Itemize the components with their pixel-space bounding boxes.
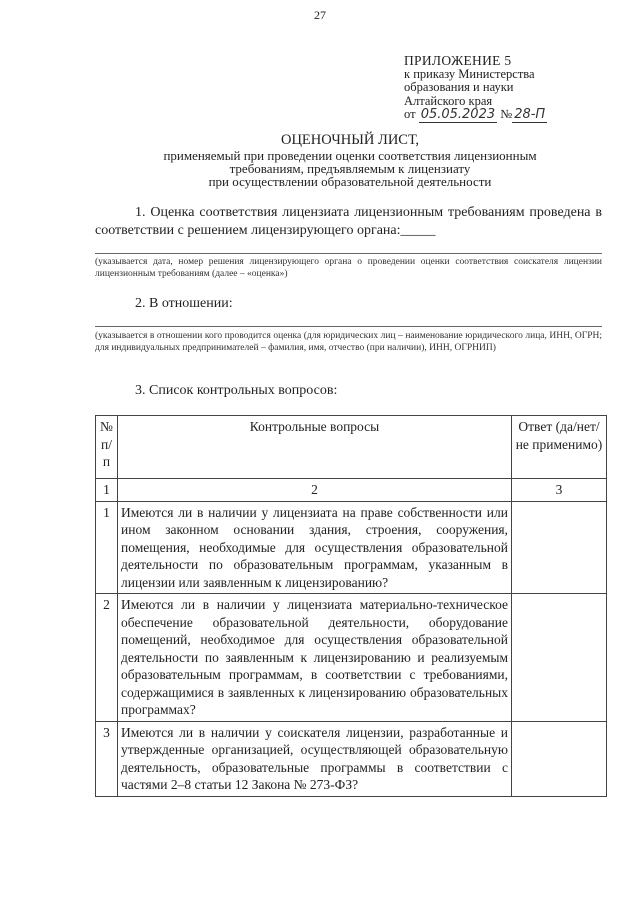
header-question: Контрольные вопросы <box>118 416 512 479</box>
appendix-title: ПРИЛОЖЕНИЕ 5 <box>404 53 512 68</box>
answer-cell[interactable] <box>512 721 607 796</box>
table-row <box>96 594 607 722</box>
col-number: 3 <box>512 479 607 502</box>
col-number: 2 <box>118 479 512 502</box>
section-1-text: 1. Оценка соответствия лицензиата лицензионным требованиям проведена в соответствии с решением лицензирующего органа:_____ <box>95 205 602 238</box>
row-number: 1 <box>96 501 118 594</box>
section-2-text: 2. В отношении: <box>135 296 233 311</box>
column-number-row <box>96 479 607 502</box>
table-row <box>96 501 607 594</box>
document-title: ОЦЕНОЧНЫЙ ЛИСТ, <box>280 132 420 148</box>
from-label: от <box>404 107 416 121</box>
question-text: Имеются ли в наличии у соискателя лицензии, разработанные и утвержденные организацией, осуществляющей образовательную деятельность, образовательные программы в соответствии с частями 2–8 статьи 12 Закона № 273-ФЗ? <box>118 721 512 796</box>
appendix-line: образования и науки <box>404 80 514 94</box>
heading-line: применяемый при проведении оценки соответствия лицензионным <box>163 148 537 163</box>
appendix-block <box>404 54 547 122</box>
question-text: Имеются ли в наличии у лицензиата материально-техническое обеспечение образовательной деятельности, оборудование помещений, необходимое для осуществления образовательной деятельности по заявленным к лицензированию и реализуемым образовательным программам, в соответствии с требованиями, содержащимися в заявленных к лицензированию образовательных программах? <box>118 594 512 722</box>
question-text: Имеются ли в наличии у лицензиата на праве собственности или ином законном основании здания, строения, сооружения, помещения, необходимые для осуществления образовательной деятельности по образовательным программам, указанным в лицензии или заявленным к лицензированию? <box>118 501 512 594</box>
header-answer: Ответ (да/нет/не применимо) <box>512 416 607 479</box>
row-number: 2 <box>96 594 118 722</box>
appendix-line: Алтайского края <box>404 93 493 108</box>
fill-line <box>95 326 602 327</box>
number-label: № <box>500 107 513 121</box>
answer-cell[interactable] <box>512 594 607 722</box>
appendix-date-line <box>404 108 547 122</box>
col-number: 1 <box>96 479 118 502</box>
heading-line: требованиям, предъявляемым к лицензиату <box>229 161 471 176</box>
section-2-note: (указывается в отношении кого проводится оценка (для юридических лиц – наименование юридического лица, ИНН, ОГРН; для индивидуальных предпринимателей – фамилия, имя, отчество (при наличии), ИНН, ОГРНИП) <box>95 331 602 353</box>
heading-line: при осуществлении образовательной деятельности <box>208 174 492 189</box>
section-1-note: (указывается дата, номер решения лицензирующего органа о проведении оценки соответствия соискателя лицензии лицензионным требованиям (далее – «оценка») <box>95 257 602 279</box>
section-3-text: 3. Список контрольных вопросов: <box>135 383 338 398</box>
document-heading <box>90 134 610 188</box>
page-number: 27 <box>314 8 326 22</box>
control-questions-table <box>95 415 607 797</box>
header-num: № п/п <box>96 416 118 479</box>
fill-line <box>95 253 602 254</box>
answer-cell[interactable] <box>512 501 607 594</box>
handwritten-date: 05.05.2023 <box>420 107 496 122</box>
table-header-row <box>96 416 607 479</box>
row-number: 3 <box>96 721 118 796</box>
table-row <box>96 721 607 796</box>
appendix-line: к приказу Министерства <box>404 66 535 81</box>
handwritten-number: 28-П <box>514 107 546 122</box>
